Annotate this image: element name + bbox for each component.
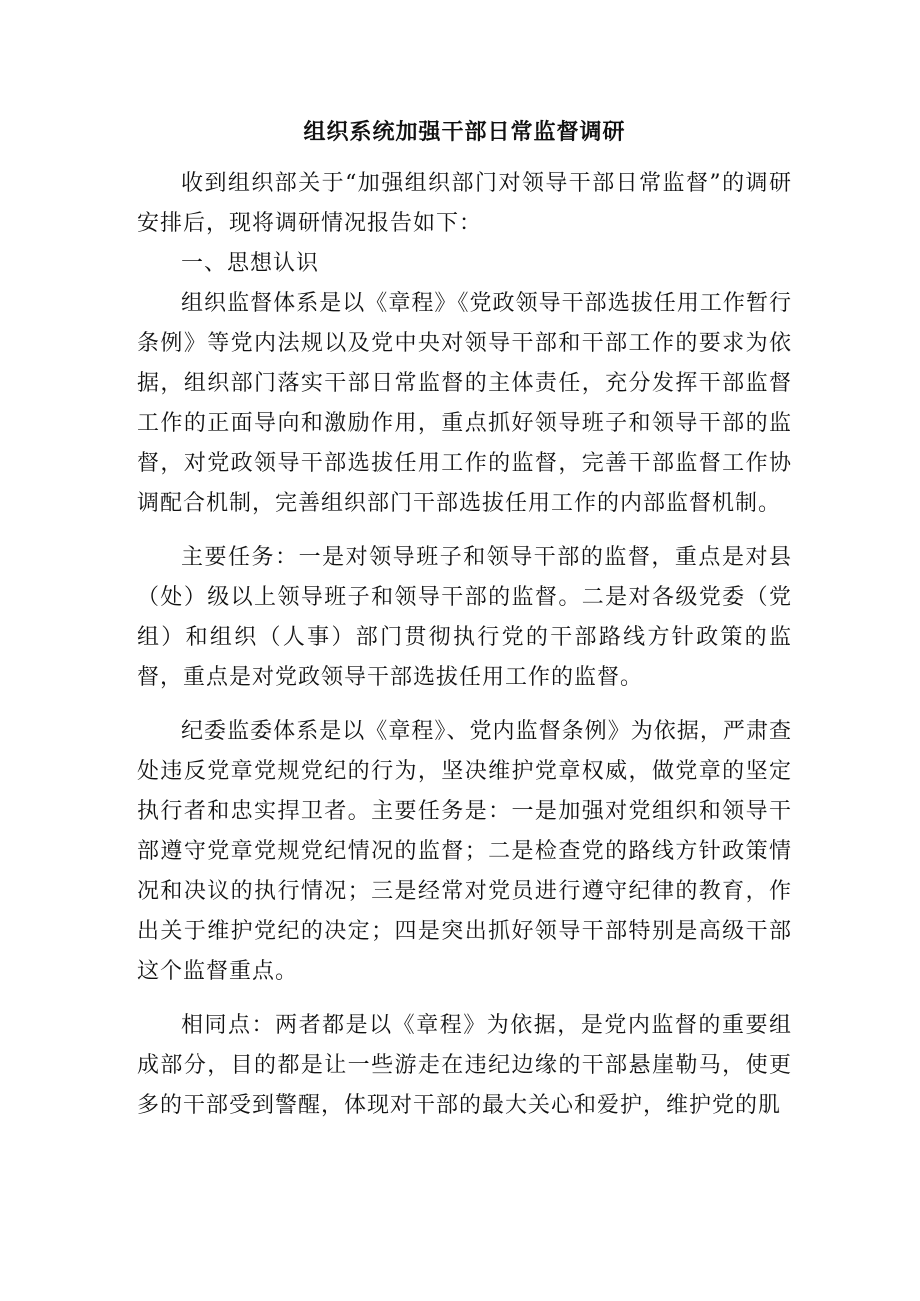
paragraph-main-tasks: 主要任务：一是对领导班子和领导干部的监督，重点是对县（处）级以上领导班子和领导干部的监督。二是对各级党委（党组）和组织（人事）部门贯彻执行党的干部路线方针政策的监督，重点是对党政领导干部选拔任用工作的监督。 [137, 545, 792, 690]
paragraph-discipline-supervision: 纪委监委体系是以《章程》、党内监督条例》为依据，严肃查处违反党章党规党纪的行为，坚决维护党章权威，做党章的坚定执行者和忠实捍卫者。主要任务是：一是加强对党组织和领导干部遵守党章党规党纪情况的监督；二是检查党的路线方针政策情况和决议的执行情况；三是经常对党员进行遵守纪律的教育，作出关于维护党纪的决定；四是突出抓好领导干部特别是高级干部这个监督重点。 [137, 719, 792, 984]
document-title: 组织系统加强干部日常监督调研 [303, 119, 626, 145]
document-body [137, 118, 792, 1126]
paragraph-similarities: 相同点：两者都是以《章程》为依据，是党内监督的重要组成部分，目的都是让一些游走在违纪边缘的干部悬崖勒马，使更多的干部受到警醒，体现对干部的最大关心和爱护，维护党的肌 [137, 1013, 792, 1118]
paragraph-organization-supervision: 组织监督体系是以《章程》《党政领导干部选拔任用工作暂行条例》等党内法规以及党中央对领导干部和干部工作的要求为依据，组织部门落实干部日常监督的主体责任，充分发挥干部监督工作的正面导向和激励作用，重点抓好领导班子和领导干部的监督，对党政领导干部选拔任用工作的监督，完善干部监督工作协调配合机制，完善组织部门干部选拔任用工作的内部监督机制。 [137, 291, 792, 516]
paragraph-intro: 收到组织部关于“加强组织部门对领导干部日常监督”的调研安排后，现将调研情况报告如下： [137, 171, 792, 236]
section-heading-thinking: 一、思想认识 [181, 251, 320, 276]
